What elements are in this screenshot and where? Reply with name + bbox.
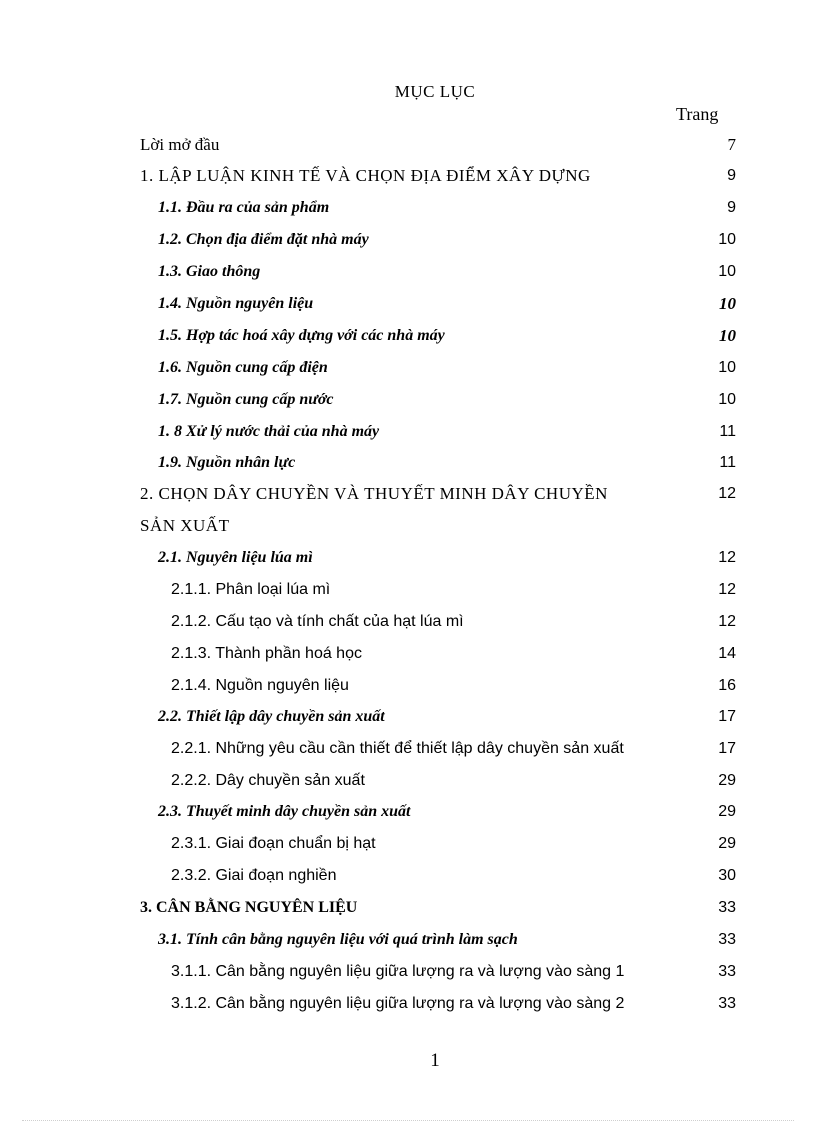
toc-entry-page: 10 <box>718 231 736 248</box>
toc-entry-2-1-4[interactable] <box>0 674 816 698</box>
toc-entry-page: 33 <box>718 995 736 1012</box>
toc-entry-page: 12 <box>718 485 736 502</box>
toc-entry-page: 10 <box>719 294 736 313</box>
toc-entry-chapter-1[interactable] <box>0 164 816 188</box>
toc-entry-page: 9 <box>727 167 736 184</box>
toc-entry-1-8[interactable] <box>0 420 816 444</box>
toc-entry-title: 1.1. Đầu ra của sản phẩm <box>158 199 330 216</box>
toc-entry-2-3-2[interactable] <box>0 864 816 888</box>
toc-entry-page: 10 <box>718 263 736 280</box>
toc-entry-title: 2.2. Thiết lập dây chuyền sản xuất <box>158 708 385 725</box>
toc-entry-page: 7 <box>727 135 736 154</box>
toc-entry-1-7[interactable] <box>0 388 816 412</box>
toc-entry-1-9[interactable] <box>0 451 816 475</box>
toc-entry-title-continuation: SẢN XUẤT <box>140 516 230 535</box>
toc-entry-chapter-3[interactable] <box>0 896 816 920</box>
page-bottom-divider <box>22 1120 794 1121</box>
toc-entry-title: 2.1.3. Thành phần hoá học <box>171 645 362 662</box>
toc-entry-2-2-1[interactable] <box>0 737 816 761</box>
toc-entry-title: 1.6. Nguồn cung cấp điện <box>158 359 328 376</box>
toc-entry-page: 14 <box>718 645 736 662</box>
toc-entry-title: 3.1.2. Cân bằng nguyên liệu giữa lượng ra và lượng vào sàng 2 <box>171 995 625 1012</box>
toc-entry-page: 12 <box>718 549 736 566</box>
toc-entry-2-3[interactable] <box>0 800 816 824</box>
toc-entry-1-3[interactable] <box>0 260 816 284</box>
toc-entry-title: 1. 8 Xử lý nước thải của nhà máy <box>158 423 380 440</box>
page-column-label: Trang <box>676 104 719 124</box>
toc-entry-2-2-2[interactable] <box>0 769 816 793</box>
toc-entry-chapter-2[interactable] <box>0 482 816 506</box>
toc-entry-page: 10 <box>719 326 736 345</box>
toc-entry-title: 1. LẬP LUẬN KINH TẾ VÀ CHỌN ĐỊA ĐIỂM XÂY DỰNG <box>140 166 591 185</box>
toc-entry-page: 30 <box>718 867 736 884</box>
toc-entry-page: 16 <box>718 677 736 694</box>
toc-entry-title: 1.2. Chọn địa điểm đặt nhà máy <box>158 231 369 248</box>
toc-entry-2-2[interactable] <box>0 705 816 729</box>
toc-entry-title: 1.7. Nguồn cung cấp nước <box>158 391 334 408</box>
toc-entry-title: 3.1. Tính cân bằng nguyên liệu với quá trình làm sạch <box>158 931 518 948</box>
toc-entry-2-1-1[interactable] <box>0 578 816 602</box>
toc-entry-page: 11 <box>719 423 736 440</box>
toc-entry-1-2[interactable] <box>0 228 816 252</box>
toc-entry-page: 9 <box>727 199 736 216</box>
toc-entry-2-1[interactable] <box>0 546 816 570</box>
toc-entry-1-5[interactable] <box>0 324 816 348</box>
toc-entry-page: 33 <box>718 963 736 980</box>
toc-entry-3-1[interactable] <box>0 928 816 952</box>
toc-entry-2-3-1[interactable] <box>0 832 816 856</box>
page-title: MỤC LỤC <box>394 82 476 101</box>
toc-entry-page: 17 <box>718 708 736 725</box>
toc-entry-title: 2.2.1. Những yêu cầu cần thiết để thiết lập dây chuyền sản xuất <box>171 740 624 757</box>
toc-entry-page: 10 <box>718 391 736 408</box>
toc-entry-1-4[interactable] <box>0 292 816 316</box>
toc-entry-title: 2.2.2. Dây chuyền sản xuất <box>171 772 365 789</box>
toc-entry-page: 33 <box>718 931 736 948</box>
toc-entry-title: 2.1. Nguyên liệu lúa mì <box>158 549 313 566</box>
toc-entry-page: 12 <box>718 613 736 630</box>
toc-entry-1-1[interactable] <box>0 196 816 220</box>
toc-entry-page: 33 <box>718 899 736 916</box>
toc-entry-title: 2.3. Thuyết minh dây chuyền sản xuất <box>158 803 411 820</box>
toc-entry-page: 11 <box>719 454 736 471</box>
toc-entry-title: 1.4. Nguồn nguyên liệu <box>158 295 314 312</box>
toc-entry-preface[interactable] <box>0 133 816 157</box>
toc-entry-page: 29 <box>718 803 736 820</box>
toc-entry-title: 2.3.2. Giai đoạn nghiền <box>171 867 337 884</box>
toc-entry-title: 1.5. Hợp tác hoá xây dựng với các nhà máy <box>158 327 445 344</box>
toc-entry-title: 1.3. Giao thông <box>158 263 261 280</box>
toc-entry-page: 12 <box>718 581 736 598</box>
toc-entry-title: 2. CHỌN DÂY CHUYỀN VÀ THUYẾT MINH DÂY CHUYỀN <box>140 484 608 503</box>
toc-entry-title: Lời mở đầu <box>140 135 220 154</box>
toc-entry-title: 3.1.1. Cân bằng nguyên liệu giữa lượng ra và lượng vào sàng 1 <box>171 963 625 980</box>
toc-entry-page: 29 <box>718 835 736 852</box>
toc-entry-title: 2.1.2. Cấu tạo và tính chất của hạt lúa mì <box>171 613 464 630</box>
toc-entry-title: 2.3.1. Giai đoạn chuẩn bị hạt <box>171 835 376 852</box>
toc-entry-page: 10 <box>718 359 736 376</box>
toc-entry-3-1-2[interactable] <box>0 992 816 1016</box>
toc-entry-1-6[interactable] <box>0 356 816 380</box>
toc-entry-2-1-3[interactable] <box>0 642 816 666</box>
toc-entry-page: 29 <box>718 772 736 789</box>
page-number: 1 <box>430 1050 440 1071</box>
toc-entry-title: 2.1.1. Phân loại lúa mì <box>171 581 331 598</box>
toc-entry-page: 17 <box>718 740 736 757</box>
toc-entry-title: 1.9. Nguồn nhân lực <box>158 454 296 471</box>
toc-entry-2-1-2[interactable] <box>0 610 816 634</box>
toc-entry-3-1-1[interactable] <box>0 960 816 984</box>
toc-entry-title: 2.1.4. Nguồn nguyên liệu <box>171 677 349 694</box>
toc-entry-title: 3. CÂN BẰNG NGUYÊN LIỆU <box>140 899 358 916</box>
